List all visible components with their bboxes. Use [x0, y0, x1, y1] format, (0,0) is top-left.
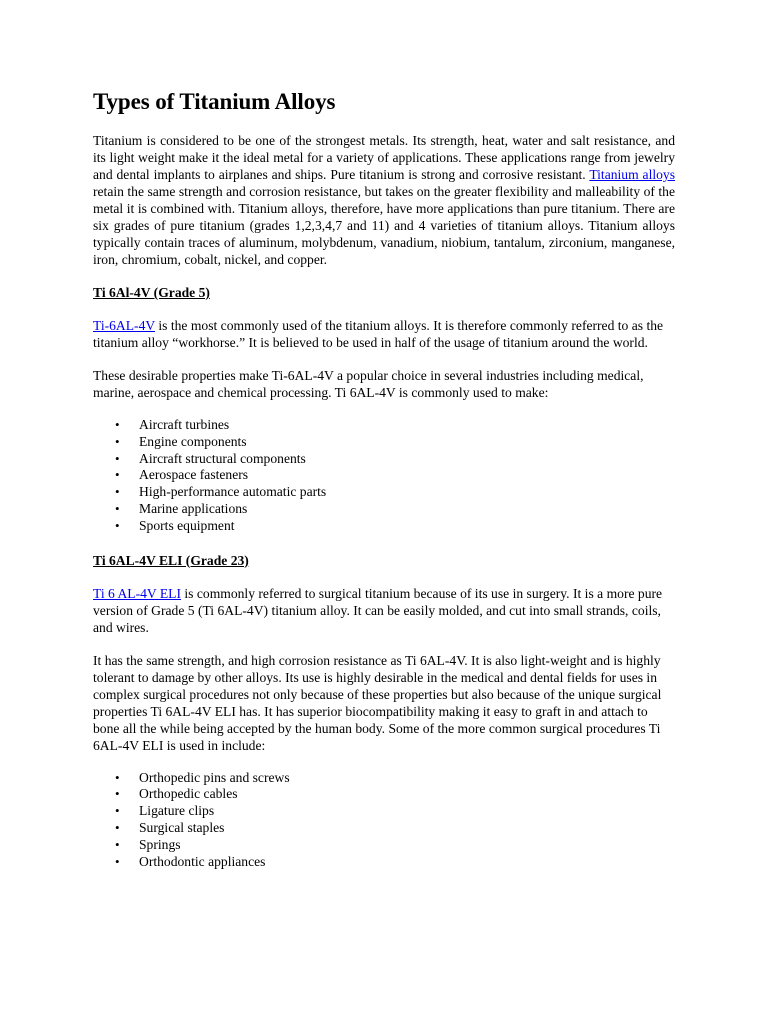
bullet-icon: •: [115, 819, 120, 835]
list-item: • Aircraft structural components: [115, 450, 306, 466]
grade23-paragraph-2: It has the same strength, and high corrosion resistance as Ti 6AL-4V. It is also light-weight and is highly tolerant to damage by other alloys. Its use is highly desirable in the medical and dental fields for uses in complex surgical procedures not only because of these properties but also because of the unique surgical properties Ti 6AL-4V ELI has. It has superior biocompatibility making it easy to graft in and attach to bone all the while being accepted by the human body. Some of the more common surgical procedures Ti 6AL-4V ELI is used in include:: [93, 652, 662, 753]
grade5-uses-list: [93, 417, 675, 535]
list-item: • Sports equipment: [115, 517, 235, 533]
list-item: • Orthopedic cables: [115, 786, 238, 802]
intro-paragraph: [93, 132, 675, 268]
bullet-icon: •: [115, 769, 120, 785]
bullet-icon: •: [115, 517, 120, 533]
grade23-procedures-list: [93, 770, 675, 871]
grade23-heading: Ti 6AL-4V ELI (Grade 23): [93, 552, 249, 568]
titanium-alloys-link[interactable]: Titanium alloys: [589, 167, 676, 182]
list-item: • Surgical staples: [115, 819, 225, 835]
grade5-paragraph-1: [93, 317, 675, 351]
page-title: Types of Titanium Alloys: [93, 89, 336, 114]
list-item: • Aerospace fasteners: [115, 467, 249, 483]
grade23-paragraph-1: [93, 585, 675, 636]
grade23-p1-text: is commonly referred to surgical titanium because of its use in surgery. It is a more pure version of Grade 5 (Ti 6AL-4V) titanium alloy. It can be easily molded, and cut into small strands, coils, and wires.: [93, 585, 663, 635]
bullet-icon: •: [115, 484, 120, 500]
ti-6al-4v-link[interactable]: Ti-6AL-4V: [93, 318, 155, 333]
list-item: • Marine applications: [115, 500, 248, 516]
bullet-icon: •: [115, 433, 120, 449]
bullet-icon: •: [115, 803, 120, 819]
bullet-icon: •: [115, 417, 120, 432]
bullet-icon: •: [115, 500, 120, 516]
document-body: [93, 86, 675, 887]
intro-text-after: retain the same strength and corrosion resistance, but takes on the greater flexibility and malleability of the metal it is combined with. Titanium alloys, therefore, have more applications than pure titanium. There are six grades of pure titanium (grades 1,2,3,4,7 and 11) and 4 varieties of titanium alloys. Titanium alloys typically contain traces of aluminum, molybdenum, vanadium, niobium, tantalum, zirconium, manganese, iron, chromium, cobalt, nickel, and copper.: [93, 184, 675, 267]
grade5-heading: Ti 6Al-4V (Grade 5): [93, 285, 210, 300]
bullet-icon: •: [115, 467, 120, 483]
intro-text-before: Titanium is considered to be one of the strongest metals. Its strength, heat, water and salt resistance, and its light weight make it the ideal metal for a variety of applications. These applications range from jewelry and dental implants to airplanes and ships. Pure titanium is strong and corrosive resistant.: [93, 133, 675, 182]
list-item: • Orthodontic appliances: [115, 853, 266, 869]
list-item: • Springs: [115, 836, 181, 852]
grade5-paragraph-2: These desirable properties make Ti-6AL-4V a popular choice in several industries including medical, marine, aerospace and chemical processing. Ti 6AL-4V is commonly used to make:: [93, 368, 644, 400]
list-item: • Orthopedic pins and screws: [115, 769, 290, 785]
bullet-icon: •: [115, 853, 120, 869]
list-item: • Ligature clips: [115, 803, 215, 819]
bullet-icon: •: [115, 836, 120, 852]
bullet-icon: •: [115, 786, 120, 802]
list-item: • Engine components: [115, 433, 247, 449]
ti-6-al-4v-eli-link[interactable]: Ti 6 AL-4V ELI: [93, 585, 181, 601]
list-item: • Aircraft turbines: [115, 417, 230, 432]
grade5-p1-text: is the most commonly used of the titanium alloys. It is therefore commonly referred to as the titanium alloy “workhorse.” It is believed to be used in half of the usage of titanium around the world.: [93, 318, 664, 350]
list-item: • High-performance automatic parts: [115, 484, 327, 500]
bullet-icon: •: [115, 450, 120, 466]
